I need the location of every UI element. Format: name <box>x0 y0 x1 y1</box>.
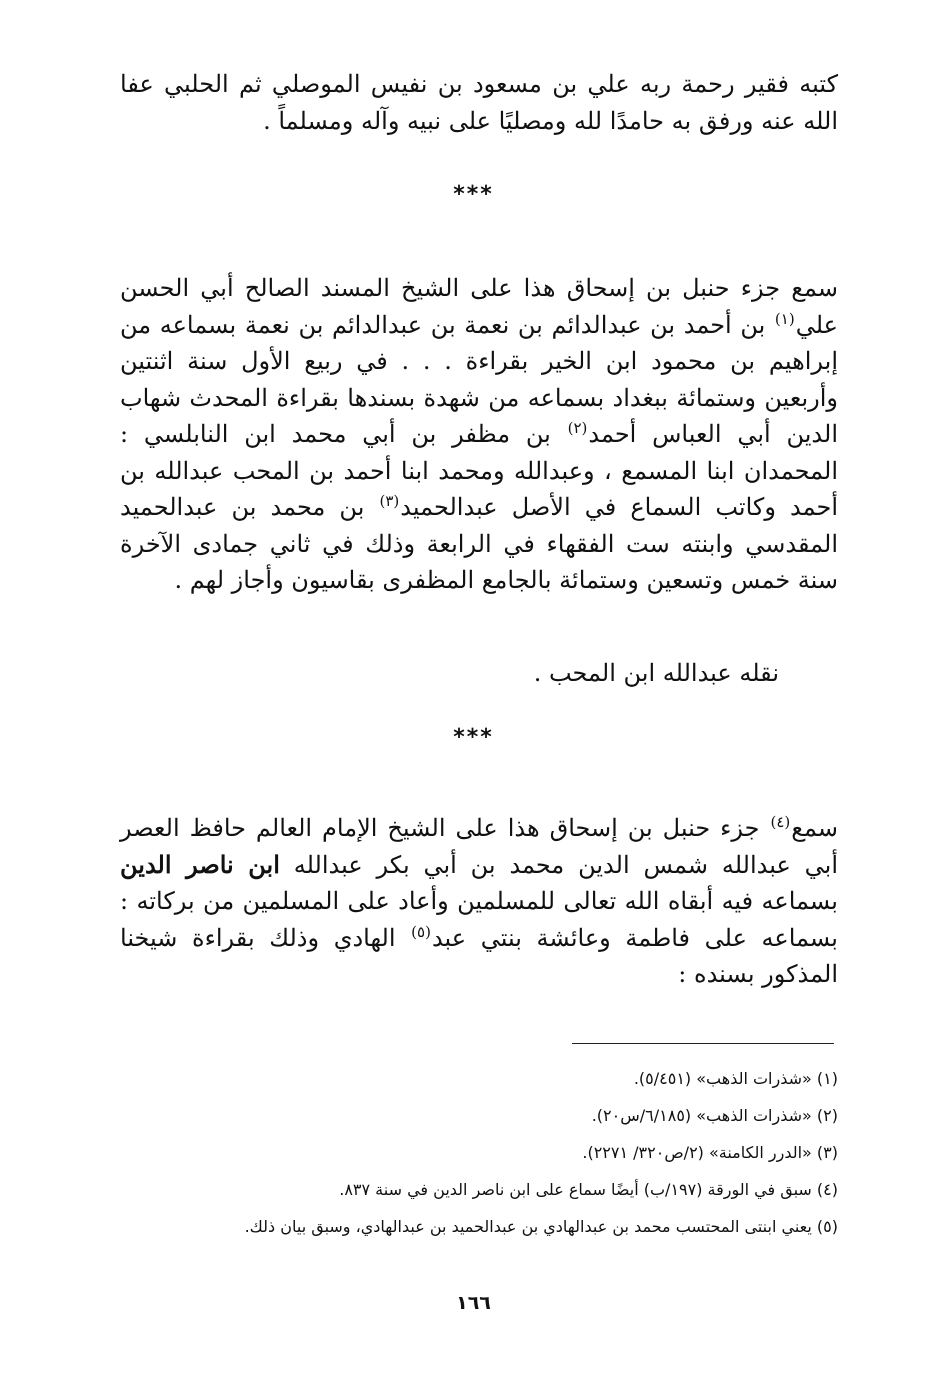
audition-record-paragraph <box>120 270 838 599</box>
footnote-marker: (٣) <box>379 492 400 510</box>
footnote-marker: (٥) <box>411 922 431 941</box>
copyist-signoff: نقله عبدالله ابن المحب . <box>533 659 779 687</box>
section-separator: *** <box>453 725 494 750</box>
section-separator: *** <box>453 182 494 207</box>
audition-text: بن محمد بن عبدالحميد المقدسي وابنته ست الفقهاء في الرابعة وذلك في ثاني جمادى الآخرة سنة خمس وتسعين وستمائة بالجامع المظفرى بقاسيون وأجاز لهم . <box>120 493 838 594</box>
colophon-line-1: كتبه فقير رحمة ربه علي بن مسعود بن نفيس الموصلي ثم الحلبي عفا الله عنه <box>120 70 838 135</box>
audition-record-paragraph <box>120 810 838 993</box>
audition-text: سمع <box>791 814 838 842</box>
audition-text: سمع جزء حنبل بن إسحاق هذا على الشيخ المسند الصالح أبي الحسن علي <box>120 274 838 339</box>
audition-text: بن أحمد بن عبدالدائم بن نعمة بن عبدالدائم بن نعمة بسماعه من إبراهيم بن محمود ابن الخير بقراءة . . . في ربيع الأول سنة اثنتين وأربعين وستمائة ببغداد بسماعه من شهدة بسندها بقراءة المحدث شهاب الدين أبي العباس أحمد <box>120 310 838 448</box>
footnote-marker: (٢) <box>567 419 588 437</box>
audition-text: بن مظفر بن أبي محمد ابن النابلسي : المحمدان ابنا المسمع ، وعبدالله ومحمد ابنا أحمد بن المحب عبدالله بن أحمد وكاتب السماع في الأصل عبدالحميد <box>120 420 838 521</box>
footnote: (٣) «الدرر الكامنة» (٢/ص٣٢٠/ ٢٢٧١). <box>582 1143 838 1162</box>
audition-text: الهادي وذلك بقراءة شيخنا المذكور بسنده : <box>120 923 838 988</box>
footnote: (١) «شذرات الذهب» (٥/٤٥١). <box>633 1069 838 1088</box>
footnote: (٢) «شذرات الذهب» (٦/١٨٥/س٢٠). <box>591 1106 838 1125</box>
footnote-marker: (٤) <box>770 813 791 831</box>
footnotes <box>120 1064 838 1249</box>
footnote-marker: (١) <box>774 309 795 328</box>
colophon-line-2: ورفق به حامدًا لله ومصليًا على نبيه وآله ومسلماً . <box>263 106 754 135</box>
audition-text: بسماعه فيه أبقاه الله تعالى للمسلمين وأعاد على المسلمين من بركاته : بسماعه على فاطمة وعائشة بنتي عبد <box>120 887 838 952</box>
footnote: (٥) يعني ابنتى المحتسب محمد بن عبدالهادي بن عبدالحميد بن عبدالهادي، وسبق بيان ذلك. <box>244 1217 838 1236</box>
page-number: ١٦٦ <box>456 1292 491 1314</box>
audition-text: جزء حنبل بن إسحاق هذا على الشيخ الإمام العالم حافظ العصر أبي عبدالله شمس الدين محمد بن أبي بكر عبدالله <box>120 814 838 879</box>
footnote: (٤) سبق في الورقة (١٩٧/ب) أيضًا سماع على ابن ناصر الدين في سنة ٨٣٧. <box>339 1180 838 1199</box>
colophon-paragraph <box>120 66 838 139</box>
bold-name: ابن ناصر الدين <box>120 849 280 879</box>
footnote-divider <box>572 1043 834 1044</box>
